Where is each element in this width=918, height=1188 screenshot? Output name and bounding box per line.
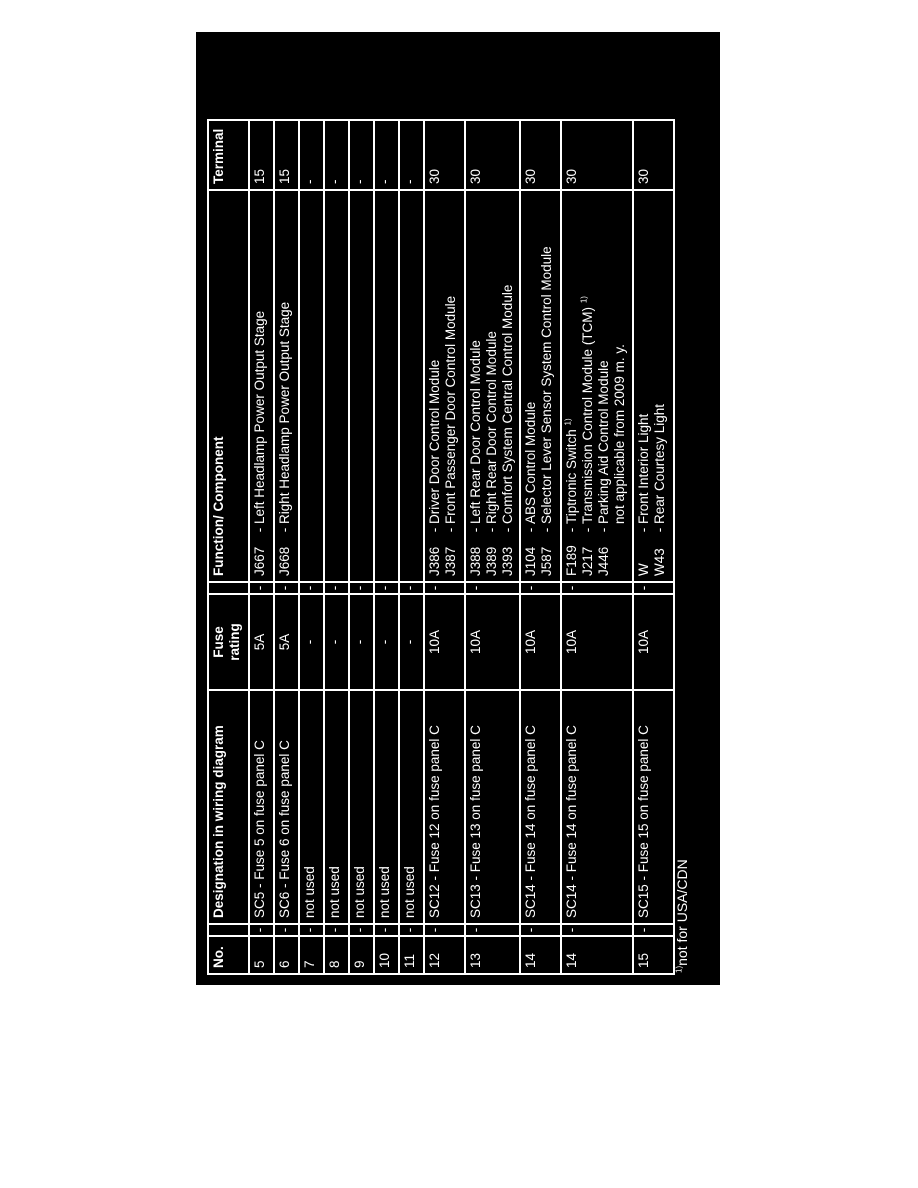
table-row [520, 120, 561, 974]
component-description: Rear Courtesy Light [652, 403, 667, 524]
cell-terminal: 30 [633, 120, 674, 190]
footnote-text: not for USA/CDN [674, 859, 690, 966]
table-row [274, 120, 299, 974]
cell-no: 13 [465, 936, 520, 974]
table-row [324, 120, 349, 974]
cell-dash: - [274, 924, 299, 936]
component-separator: - [468, 527, 483, 533]
component-line [500, 196, 516, 576]
component-description: Front Interior Light [636, 413, 651, 524]
cell-no: 14 [520, 936, 561, 974]
cell-dash: - [399, 582, 424, 594]
cell-dash: - [520, 924, 561, 936]
component-line [443, 196, 459, 576]
cell-terminal: - [324, 120, 349, 190]
cell-dash: - [561, 582, 633, 594]
footnote-marker: 1) [674, 965, 684, 973]
cell-terminal: 15 [249, 120, 274, 190]
cell-fuse-rating: - [324, 594, 349, 690]
cell-fuse-rating: 10A [424, 594, 465, 690]
table-body [249, 120, 674, 974]
component-description: Parking Aid Control Module [596, 360, 611, 524]
header-function-component: Function/ Component [208, 190, 249, 582]
cell-dash: - [633, 582, 674, 594]
cell-no: 12 [424, 936, 465, 974]
cell-no: 10 [374, 936, 399, 974]
cell-terminal: - [399, 120, 424, 190]
cell-terminal: - [299, 120, 324, 190]
cell-dash: - [374, 582, 399, 594]
component-description: Transmission Control Module (TCM) [580, 306, 595, 524]
cell-dash: - [633, 924, 674, 936]
component-code: W43 [652, 548, 667, 576]
cell-function-component [561, 190, 633, 582]
component-line [596, 196, 612, 576]
cell-designation: SC6 - Fuse 6 on fuse panel C [274, 690, 299, 924]
header-spacer [208, 924, 249, 936]
cell-function-component [520, 190, 561, 582]
cell-fuse-rating: 5A [249, 594, 274, 690]
cell-fuse-rating: - [299, 594, 324, 690]
component-line [652, 196, 668, 576]
footnote-reference: 1) [563, 418, 573, 426]
cell-designation: SC13 - Fuse 13 on fuse panel C [465, 690, 520, 924]
component-separator: - [523, 527, 538, 533]
component-description: Right Rear Door Control Module [484, 331, 499, 524]
component-description: Selector Lever Sensor System Control Module [539, 246, 554, 524]
cell-no: 15 [633, 936, 674, 974]
cell-fuse-rating: - [349, 594, 374, 690]
cell-designation: SC5 - Fuse 5 on fuse panel C [249, 690, 274, 924]
component-code: J217 [580, 546, 595, 576]
table-row [424, 120, 465, 974]
table-row [349, 120, 374, 974]
component-code: J668 [277, 546, 292, 576]
header-fuse-rating [208, 594, 249, 690]
header-designation: Designation in wiring diagram [208, 690, 249, 924]
component-line [252, 196, 268, 576]
component-description: Left Rear Door Control Module [468, 340, 483, 524]
cell-dash: - [399, 924, 424, 936]
component-code: J446 [596, 546, 611, 576]
cell-designation: not used [374, 690, 399, 924]
component-code: J667 [252, 546, 267, 576]
cell-function-component [299, 190, 324, 582]
component-description: ABS Control Module [523, 401, 538, 524]
component-line [539, 196, 555, 576]
cell-fuse-rating: - [374, 594, 399, 690]
cell-no: 14 [561, 936, 633, 974]
rotated-page [196, 32, 720, 985]
component-code: J104 [523, 546, 538, 576]
header-no: No. [208, 936, 249, 974]
table-row [249, 120, 274, 974]
cell-designation: SC15 - Fuse 15 on fuse panel C [633, 690, 674, 924]
component-line [564, 196, 580, 576]
fuse-table [207, 119, 675, 975]
cell-no: 11 [399, 936, 424, 974]
table-row [465, 120, 520, 974]
cell-fuse-rating: 10A [465, 594, 520, 690]
component-separator: - [484, 527, 499, 533]
cell-function-component [424, 190, 465, 582]
cell-designation: SC12 - Fuse 12 on fuse panel C [424, 690, 465, 924]
component-separator: - [277, 527, 292, 533]
cell-dash: - [561, 924, 633, 936]
cell-designation: not used [324, 690, 349, 924]
footnote-reference: 1) [579, 296, 589, 304]
component-line [523, 196, 539, 576]
component-line [612, 196, 628, 576]
component-code: W [636, 563, 651, 576]
component-line [484, 196, 500, 576]
component-code: F189 [564, 545, 579, 576]
cell-dash: - [349, 924, 374, 936]
cell-function-component [249, 190, 274, 582]
cell-terminal: 30 [520, 120, 561, 190]
header-spacer [208, 582, 249, 594]
rotated-content [196, 32, 720, 985]
table-row [399, 120, 424, 974]
cell-designation: not used [349, 690, 374, 924]
cell-terminal: - [349, 120, 374, 190]
component-line [636, 196, 652, 576]
cell-terminal: 30 [465, 120, 520, 190]
component-description: Left Headlamp Power Output Stage [252, 310, 267, 524]
component-line [277, 196, 293, 576]
component-separator: - [564, 527, 579, 533]
cell-dash: - [465, 582, 520, 594]
component-description: Driver Door Control Module [427, 359, 442, 524]
component-line [427, 196, 443, 576]
cell-dash: - [349, 582, 374, 594]
cell-no: 7 [299, 936, 324, 974]
cell-function-component [465, 190, 520, 582]
cell-function-component [399, 190, 424, 582]
cell-dash: - [374, 924, 399, 936]
component-line [580, 196, 596, 576]
cell-no: 9 [349, 936, 374, 974]
table-row [633, 120, 674, 974]
cell-fuse-rating: - [399, 594, 424, 690]
cell-dash: - [324, 924, 349, 936]
cell-designation: not used [399, 690, 424, 924]
component-description: Front Passenger Door Control Module [443, 295, 458, 524]
cell-designation: SC14 - Fuse 14 on fuse panel C [520, 690, 561, 924]
cell-no: 5 [249, 936, 274, 974]
cell-dash: - [324, 582, 349, 594]
cell-fuse-rating: 10A [633, 594, 674, 690]
cell-fuse-rating: 10A [561, 594, 633, 690]
component-separator: - [539, 527, 554, 533]
cell-designation: not used [299, 690, 324, 924]
cell-fuse-rating: 10A [520, 594, 561, 690]
cell-function-component [324, 190, 349, 582]
cell-dash: - [465, 924, 520, 936]
footnote [674, 859, 690, 973]
component-separator: - [443, 527, 458, 533]
component-code: J388 [468, 546, 483, 576]
cell-dash: - [299, 924, 324, 936]
cell-dash: - [274, 582, 299, 594]
cell-terminal: 30 [424, 120, 465, 190]
header-fuse-line1: Fuse [211, 626, 226, 658]
component-code: J387 [443, 546, 458, 576]
header-fuse-line2: rating [227, 623, 242, 661]
component-description: Tiptronic Switch [564, 429, 579, 524]
cell-function-component [633, 190, 674, 582]
cell-dash: - [424, 582, 465, 594]
component-code: J587 [539, 546, 554, 576]
component-description: Comfort System Central Control Module [500, 284, 515, 524]
component-code: J386 [427, 546, 442, 576]
cell-function-component [274, 190, 299, 582]
component-description: Right Headlamp Power Output Stage [277, 301, 292, 524]
cell-function-component [374, 190, 399, 582]
cell-designation: SC14 - Fuse 14 on fuse panel C [561, 690, 633, 924]
cell-function-component [349, 190, 374, 582]
table-row [561, 120, 633, 974]
component-separator: - [652, 527, 667, 533]
cell-dash: - [424, 924, 465, 936]
cell-terminal: - [374, 120, 399, 190]
component-separator: - [252, 527, 267, 533]
component-separator: - [636, 527, 651, 533]
cell-no: 8 [324, 936, 349, 974]
cell-dash: - [249, 924, 274, 936]
cell-no: 6 [274, 936, 299, 974]
component-line [468, 196, 484, 576]
component-description: not applicable from 2009 m. y. [612, 344, 627, 524]
component-code: J389 [484, 546, 499, 576]
header-terminal: Terminal [208, 120, 249, 190]
cell-terminal: 15 [274, 120, 299, 190]
component-code: J393 [500, 546, 515, 576]
cell-dash: - [249, 582, 274, 594]
cell-fuse-rating: 5A [274, 594, 299, 690]
component-separator: - [596, 527, 611, 533]
cell-terminal: 30 [561, 120, 633, 190]
cell-dash: - [299, 582, 324, 594]
table-row [374, 120, 399, 974]
component-separator: - [580, 527, 595, 533]
cell-dash: - [520, 582, 561, 594]
table-row [299, 120, 324, 974]
component-separator: - [500, 527, 515, 533]
component-separator: - [427, 527, 442, 533]
table-header-row [208, 120, 249, 974]
